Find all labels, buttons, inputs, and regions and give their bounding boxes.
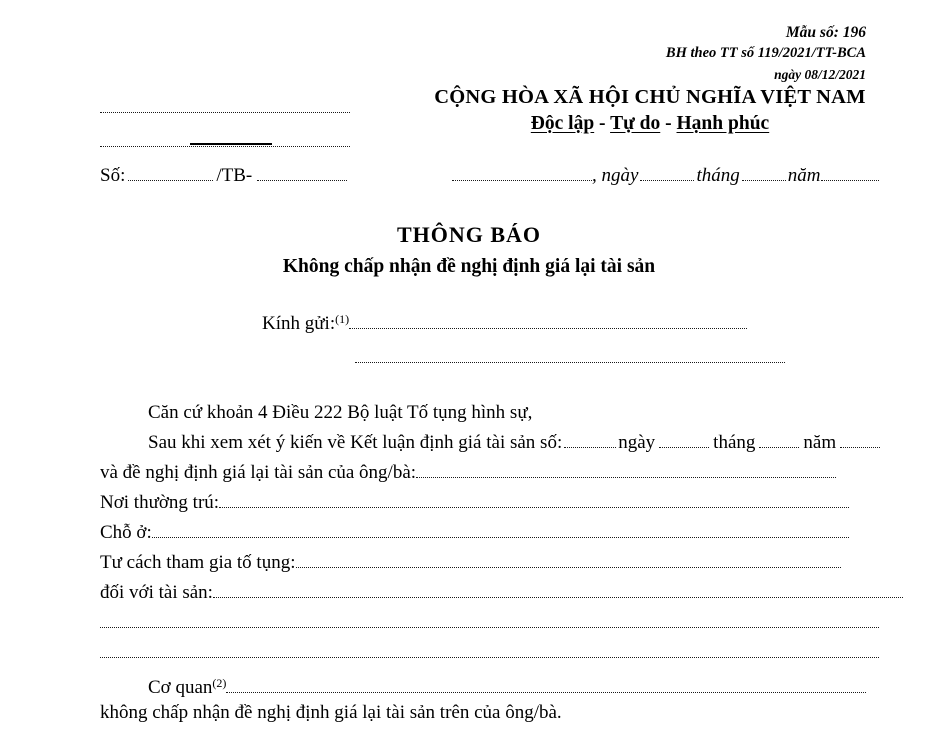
motto-freedom: Tự do (610, 113, 661, 134)
recipient-line-2 (355, 346, 785, 369)
legal-basis-row (100, 398, 890, 428)
month-field[interactable] (742, 166, 786, 181)
valuation-review-row (100, 428, 890, 458)
procedural-role-field[interactable] (296, 553, 841, 568)
place-date-line (452, 165, 879, 187)
year-label: năm (787, 165, 821, 186)
agency-underline-rule (190, 143, 272, 145)
document-number-separator: /TB- (216, 165, 253, 186)
organization-footnote-marker: (2) (212, 676, 227, 690)
address-field[interactable] (152, 523, 849, 538)
document-title-block (0, 222, 938, 278)
motto-independence: Độc lập (530, 113, 595, 134)
procedural-role-label: Tư cách tham gia tố tụng: (100, 552, 296, 573)
document-body (100, 398, 890, 728)
address-label: Chỗ ở: (100, 522, 152, 543)
recipient-label: Kính gửi: (262, 313, 336, 334)
valuation-month-field[interactable] (759, 433, 799, 448)
requester-field[interactable] (416, 463, 836, 478)
recipient-footnote-marker: (1) (335, 312, 350, 326)
asset-label: đối với tài sản: (100, 582, 213, 603)
address-row (100, 518, 890, 548)
organization-label: Cơ quan (148, 677, 213, 698)
organization-row (100, 668, 890, 698)
motto-happiness: Hạnh phúc (676, 113, 770, 134)
conclusion-row (100, 698, 890, 728)
form-identification-block (666, 22, 866, 85)
form-number: Mẫu số: 196 (785, 24, 866, 41)
national-motto (400, 113, 900, 135)
residence-row (100, 488, 890, 518)
conclusion-text: không chấp nhận đề nghị định giá lại tài sản trên của ông/bà. (100, 702, 562, 723)
year-field[interactable] (821, 166, 879, 181)
requester-label: và đề nghị định giá lại tài sản của ông/bà: (100, 462, 417, 483)
valuation-month-label: tháng (713, 432, 756, 453)
date-comma: , (592, 165, 602, 186)
national-heading (400, 86, 900, 135)
document-number-line (100, 165, 347, 187)
valuation-day-field[interactable] (659, 433, 709, 448)
asset-continuation-row-1 (100, 608, 890, 638)
asset-row (100, 578, 890, 608)
form-issuing-circular: BH theo TT số 119/2021/TT-BCA (665, 45, 866, 61)
recipient-line (262, 312, 747, 335)
motto-separator-2: - (660, 113, 677, 134)
day-field[interactable] (640, 166, 694, 181)
place-field[interactable] (452, 166, 592, 181)
asset-field[interactable] (213, 583, 903, 598)
organization-field[interactable] (226, 678, 866, 693)
residence-label: Nơi thường trú: (100, 492, 220, 513)
requester-row (100, 458, 890, 488)
recipient-field[interactable] (349, 314, 747, 329)
issuing-agency-block (100, 92, 350, 147)
valuation-year-label: năm (803, 432, 837, 453)
recipient-field-continued[interactable] (355, 346, 785, 363)
valuation-review-text: Sau khi xem xét ý kiến về Kết luận định giá tài sản số: (148, 432, 563, 453)
document-number-suffix-field[interactable] (257, 166, 347, 181)
residence-field[interactable] (219, 493, 849, 508)
form-issue-date: ngày 08/12/2021 (774, 67, 866, 82)
country-name: CỘNG HÒA XÃ HỘI CHỦ NGHĨA VIỆT NAM (434, 86, 866, 108)
document-number-label: Số: (100, 165, 126, 186)
legal-basis-text: Căn cứ khoản 4 Điều 222 Bộ luật Tố tụng hình sự, (148, 402, 533, 423)
valuation-number-field[interactable] (564, 433, 616, 448)
valuation-year-field[interactable] (840, 433, 880, 448)
document-number-field[interactable] (128, 166, 213, 181)
month-label: tháng (696, 165, 740, 186)
document-title: THÔNG BÁO (396, 222, 542, 247)
day-label: ngày (601, 165, 639, 186)
agency-name-line-1 (100, 92, 350, 113)
procedural-role-row (100, 548, 890, 578)
valuation-day-label: ngày (618, 432, 656, 453)
asset-field-continued-1[interactable] (100, 611, 879, 628)
motto-separator-1: - (594, 113, 611, 134)
document-subtitle: Không chấp nhận đề nghị định giá lại tài sản (282, 256, 656, 277)
asset-field-continued-2[interactable] (100, 641, 879, 658)
asset-continuation-row-2 (100, 638, 890, 668)
